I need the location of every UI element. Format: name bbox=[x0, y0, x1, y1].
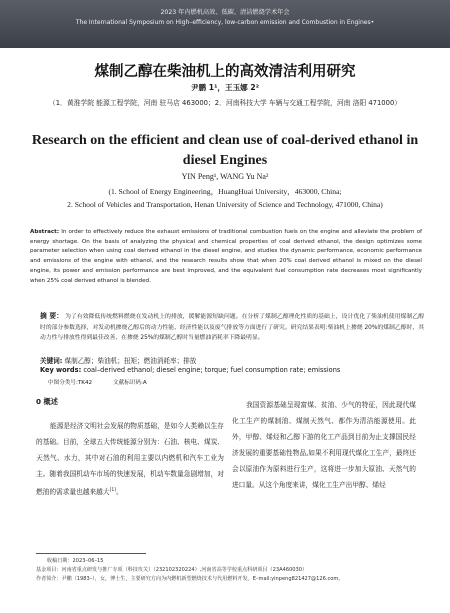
doc-code-value: A bbox=[142, 380, 147, 386]
abstract-en-label: Abstract: bbox=[30, 229, 60, 235]
body-column-right bbox=[232, 398, 416, 493]
footnote-author-bio: 作者简介：尹鹏（1983–），女，博士生，主要研究方向为内燃机新型燃烧技术与代用燃料开发。E–mail:yinpeng821427@126.com。 bbox=[36, 576, 344, 583]
clc-value: TK42 bbox=[77, 380, 93, 386]
affiliation-en-1: (1. School of Energy Engineering，HuangHuai University，463000, China; bbox=[108, 187, 342, 196]
paragraph-coal-chemistry: 我国资源基础呈现富煤、贫油、少气的特征，因此现代煤化工生产的煤制油、煤制天然气、都作为清洁能源使用。此外，甲醇、烯烃和乙醇下游的化工产品到目前为止支撑国民经济发展的重要基础性物品,如果不利用现代煤化工生产，最终还会以原油作为原料进行生产，这将进一步加大原油、天然气的进口量。从这个角度来讲，煤化工生产出甲醇、烯烃 bbox=[232, 401, 416, 489]
authors-en: YIN Peng¹, WANG Yu Na² bbox=[181, 172, 269, 181]
classification-row bbox=[48, 378, 408, 386]
abstract-en bbox=[30, 228, 422, 286]
section-heading-overview: 0 概述 bbox=[36, 397, 58, 406]
journal-header-band bbox=[0, 0, 450, 48]
footnotes bbox=[36, 557, 426, 585]
authors-cn: 尹鹏 1¹，王玉娜 2² bbox=[190, 83, 260, 92]
affiliation-en-2: 2. School of Vehicles and Transportation, Henan University of Science and Technology, 471000, China) bbox=[67, 200, 383, 209]
body-column-left bbox=[36, 397, 224, 501]
keywords-cn-text: 煤制乙醇；柴油机；扭矩；燃油消耗率；排放 bbox=[64, 357, 197, 365]
keywords-cn-label: 关键词: bbox=[40, 357, 63, 365]
doc-code-label: 文献标识码: bbox=[113, 380, 143, 386]
document-code bbox=[113, 378, 147, 386]
paper-title-en: Research on the efficient and clean use of coal-derived ethanol in diesel Engines bbox=[31, 133, 419, 168]
affiliations-cn: （1．黄淮学院 能源工程学院，河南 驻马店 463000；2．河南科技大学 车辆与交通工程学院，河南 洛阳 471000） bbox=[48, 99, 402, 107]
paper-title-cn: 煤制乙醇在柴油机上的高效清洁利用研究 bbox=[94, 64, 356, 80]
keywords-en bbox=[40, 366, 424, 374]
paragraph-energy-basis bbox=[36, 419, 224, 501]
abstract-cn bbox=[40, 311, 424, 344]
keywords-cn bbox=[40, 355, 424, 365]
abstract-cn-text: 为了有效降低传统燃料燃烧在发动机上的排放，缓解能源短缺问题。在分析了煤制乙醇理化性质的基础上，设计优化了柴油机使用煤制乙醇时的部分参数选择，对发动机掺烧乙醇后的动力性能、经济性能以及废气排放等方面进行了研究。研究结果表明:柴油机上掺烧 20%的煤制乙醇时，其动力性与排放性得到最佳改善，在掺烧 25%的煤制乙醇时当量燃油消耗率下降最明显。 bbox=[40, 314, 424, 341]
footnote-received-date: 收稿日期：2023–06–15 bbox=[47, 558, 104, 564]
abstract-cn-label: 摘 要： bbox=[40, 312, 64, 320]
clc-label: 中图分类号: bbox=[48, 380, 78, 386]
footnote-fund: 基金项目：河南省重点研发与推广专项（科技攻关）（232102320224）,河南省高等学校重点科研项目（23A460030） bbox=[36, 567, 308, 574]
footnote-divider bbox=[36, 553, 146, 554]
header-symposium-en: The International Symposium on High–efficiency, low-carbon emission and Combustion in Engines• bbox=[75, 19, 375, 26]
abstract-en-text: In order to effectively reduce the exhaust emissions of traditional combustion fuels on the engine and alleviate the problem of energy shortage. On the basis of analyzing the physical and chemical properties of coal derived ethanol, the design optimizes some parameter selection when using coal derived ethanol in the diesel engine, and studies the dynamic performance, economic performance and emissions of the engine with ethanol, and the research results show that when 20% coal derived ethanol is mixed on the diesel engine, its power and emission performance are best improved, and the equivalent fuel consumption rate decreases most significantly when 25% coal derived ethanol is blended. bbox=[30, 229, 423, 284]
keywords-en-label: Key words: bbox=[40, 366, 82, 374]
paragraph-end-mark: 。 bbox=[115, 487, 123, 496]
citation-ref[interactable]: [1] bbox=[109, 487, 116, 493]
paragraph-energy-basis-text: 能源是经济文明社会发展的物质基础，是如今人类赖以生存的基础。目前，全球五大传统能源分别为：石油、核电、煤炭、天然气、水力，其中对石油的利用主要以内燃机和汽车工业为主。随着我国机动车市场的快速发展，机动车数量急剧增加，对燃油的需求量也越来越大 bbox=[36, 422, 224, 496]
keywords-en-text: coal–derived ethanol; diesel engine; torque; fuel consumption rate; emissions bbox=[83, 366, 341, 374]
header-symposium-cn: 2023 年内燃机高效、低碳、清洁燃烧学术年会 bbox=[160, 9, 290, 16]
